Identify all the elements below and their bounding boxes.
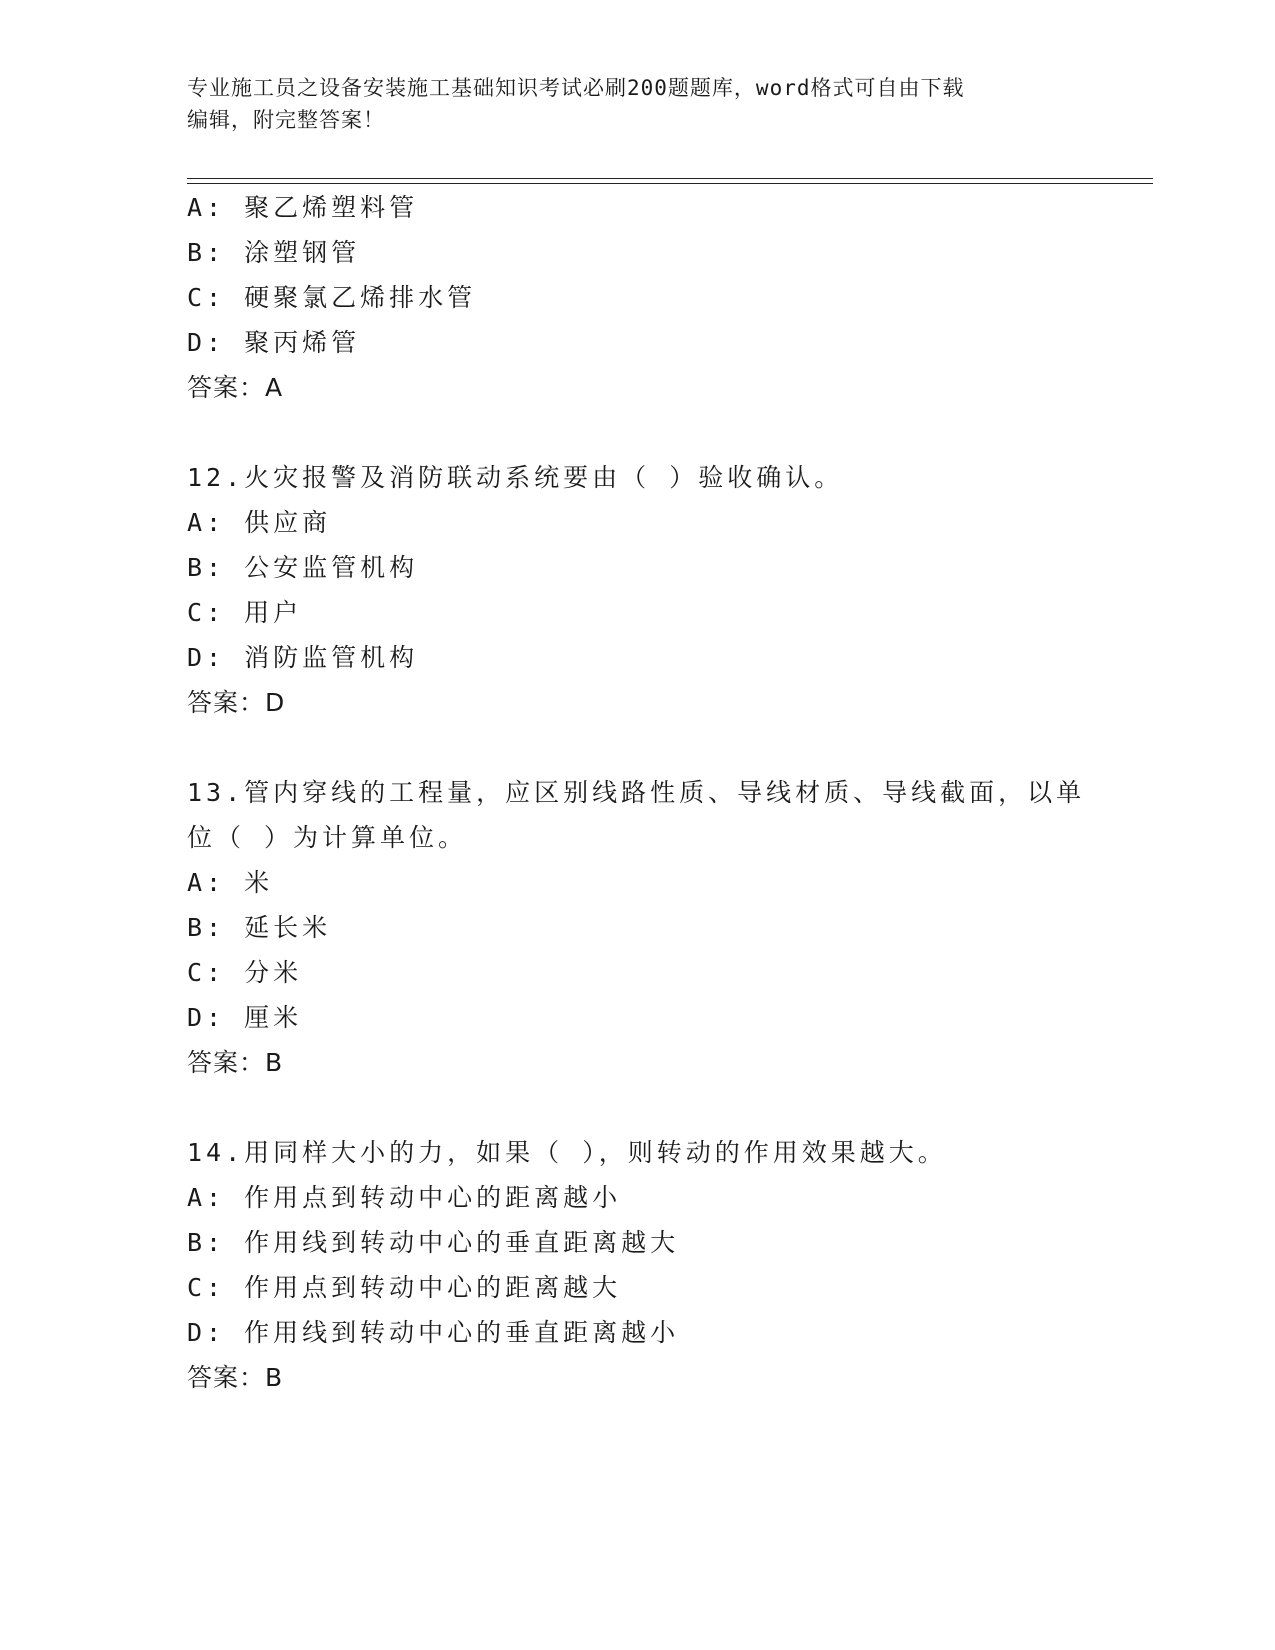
q11-option-b: B: 涂塑钢管: [187, 238, 361, 267]
q13-answer: 答案：B: [187, 1048, 284, 1077]
q14-stem: 14.用同样大小的力，如果（ ），则转动的作用效果越大。: [187, 1138, 947, 1167]
q12-answer: 答案：D: [187, 688, 286, 717]
q11-option-c: C: 硬聚氯乙烯排水管: [187, 283, 477, 312]
q13-stem-line1: 13.管内穿线的工程量，应区别线路性质、导线材质、导线截面，以单: [187, 778, 1086, 807]
header-title-line1: 专业施工员之设备安装施工基础知识考试必刷200题题库，word格式可自由下载: [187, 76, 965, 100]
q13-option-b: B: 延长米: [187, 913, 332, 942]
q14-option-c: C: 作用点到转动中心的距离越大: [187, 1273, 622, 1302]
q13-option-c: C: 分米: [187, 958, 303, 987]
header-title-line2: 编辑，附完整答案！: [187, 108, 385, 132]
q13-option-a: A: 米: [187, 868, 274, 897]
q11-answer: 答案：A: [187, 373, 284, 402]
q14-option-b: B: 作用线到转动中心的垂直距离越大: [187, 1228, 680, 1257]
q13-stem-line2: 位（ ）为计算单位。: [187, 823, 468, 852]
q14-answer: 答案：B: [187, 1363, 284, 1392]
q12-stem: 12.火灾报警及消防联动系统要由（ ）验收确认。: [187, 463, 844, 492]
q13-option-d: D: 厘米: [187, 1003, 303, 1032]
header-divider-top: [187, 178, 1153, 179]
q14-option-d: D: 作用线到转动中心的垂直距离越小: [187, 1318, 680, 1347]
q11-option-a: A: 聚乙烯塑料管: [187, 193, 419, 222]
q12-option-d: D: 消防监管机构: [187, 643, 419, 672]
q12-option-b: B: 公安监管机构: [187, 553, 419, 582]
q12-option-a: A: 供应商: [187, 508, 332, 537]
q12-option-c: C: 用户: [187, 598, 303, 627]
q11-option-d: D: 聚丙烯管: [187, 328, 361, 357]
header-divider-bottom: [187, 183, 1153, 184]
document-header: [187, 72, 1087, 136]
q14-option-a: A: 作用点到转动中心的距离越小: [187, 1183, 622, 1212]
